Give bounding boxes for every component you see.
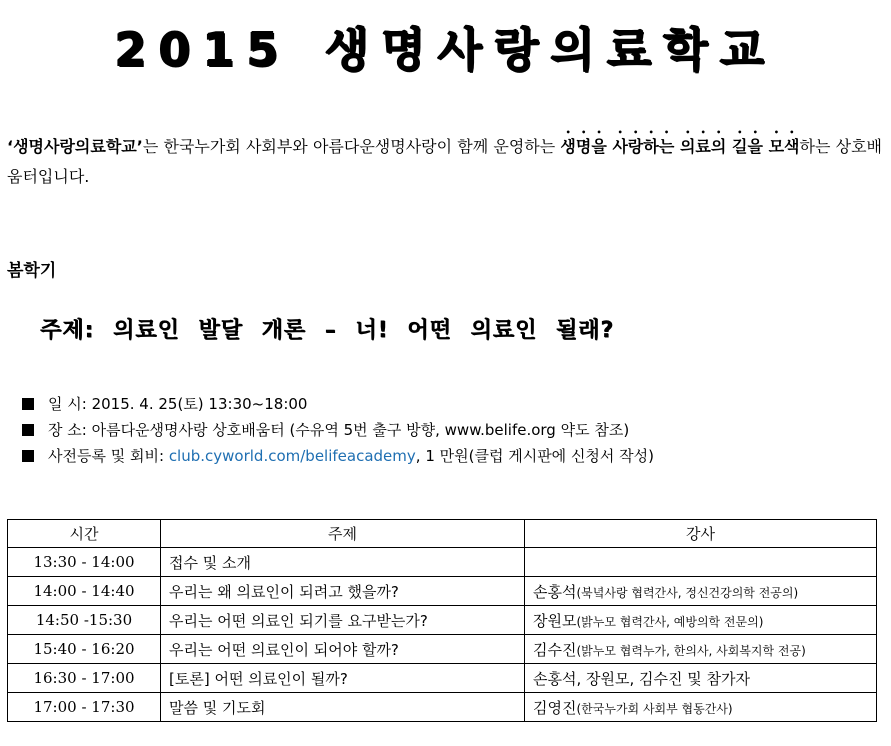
schedule-table: [7, 519, 877, 722]
bullet-square-icon: [22, 450, 34, 462]
cell-time: 16:30 - 17:00: [8, 664, 161, 693]
header-topic: 주제: [161, 520, 525, 548]
info-date: [22, 391, 654, 417]
table-header-row: [8, 520, 877, 548]
cell-topic: 말씀 및 기도회: [161, 693, 525, 722]
cell-time: 14:50 -15:30: [8, 606, 161, 635]
header-lecturer: 강사: [525, 520, 877, 548]
lecturer-desc: (한국누가회 사회부 협동간사): [576, 701, 733, 716]
cell-lecturer: [525, 693, 877, 722]
header-time: 시간: [8, 520, 161, 548]
cell-time: 13:30 - 14:00: [8, 548, 161, 577]
school-name: ‘생명사랑의료학교’: [7, 137, 143, 156]
bullet-square-icon: [22, 424, 34, 436]
cell-topic: 접수 및 소개: [161, 548, 525, 577]
cell-topic: [토론] 어떤 의료인이 될까?: [161, 664, 525, 693]
cell-time: 17:00 - 17:30: [8, 693, 161, 722]
table-row: [8, 548, 877, 577]
lecturer-name: 손홍석, 장원모, 김수진 및 참가자: [533, 669, 750, 688]
table-row: [8, 664, 877, 693]
lecturer-name: 장원모: [533, 611, 577, 630]
cell-lecturer: [525, 577, 877, 606]
intro-goal: 생명을 사랑하는 의료의 길을 모색: [560, 137, 800, 156]
topic-heading: 주제: 의료인 발달 개론 – 너! 어떤 의료인 될래?: [40, 318, 615, 343]
date-value: 2015. 4. 25(토) 13:30~18:00: [91, 395, 308, 413]
table-row: [8, 635, 877, 664]
table-row: [8, 577, 877, 606]
cell-topic: 우리는 왜 의료인이 되려고 했을까?: [161, 577, 525, 606]
intro-paragraph: [7, 128, 882, 192]
cell-lecturer: [525, 635, 877, 664]
lecturer-desc: (밝누모 협력누가, 한의사, 사회복지학 전공): [576, 643, 806, 658]
info-registration: [22, 443, 654, 469]
cell-topic: 우리는 어떤 의료인 되기를 요구받는가?: [161, 606, 525, 635]
cell-lecturer: [525, 548, 877, 577]
event-info: [22, 391, 654, 469]
registration-fee: , 1 만원(클럽 게시판에 신청서 작성): [415, 447, 655, 465]
table-row: [8, 693, 877, 722]
lecturer-name: 손홍석: [533, 582, 577, 601]
table-row: [8, 606, 877, 635]
lecturer-name: 김수진: [533, 640, 577, 659]
place-value: 아름다운생명사랑 상호배움터 (수유역 5번 출구 방향, www.belife.org 약도 참조): [91, 421, 630, 439]
lecturer-name: 김영진: [533, 698, 577, 717]
info-place: [22, 417, 654, 443]
bullet-square-icon: [22, 398, 34, 410]
lecturer-desc: (밝누모 협력간사, 예방의학 전문의): [576, 614, 764, 629]
season-heading: 봄학기: [7, 261, 57, 281]
lecturer-desc: (북녘사랑 협력간사, 정신건강의학 전공의): [576, 585, 799, 600]
registration-label: 사전등록 및 회비:: [48, 447, 165, 465]
cell-time: 15:40 - 16:20: [8, 635, 161, 664]
cell-topic: 우리는 어떤 의료인이 되어야 할까?: [161, 635, 525, 664]
cell-lecturer: [525, 664, 877, 693]
page-title: 2015 생명사랑의료학교: [114, 23, 777, 77]
date-label: 일 시:: [48, 395, 87, 413]
cell-time: 14:00 - 14:40: [8, 577, 161, 606]
cell-lecturer: [525, 606, 877, 635]
intro-end: 하는 상호배움터입니다.: [7, 137, 882, 186]
registration-link[interactable]: club.cyworld.com/belifeacademy: [168, 447, 416, 465]
intro-text: 는 한국누가회 사회부와 아름다운생명사랑이 함께 운영하는: [142, 137, 561, 156]
place-label: 장 소:: [48, 421, 87, 439]
